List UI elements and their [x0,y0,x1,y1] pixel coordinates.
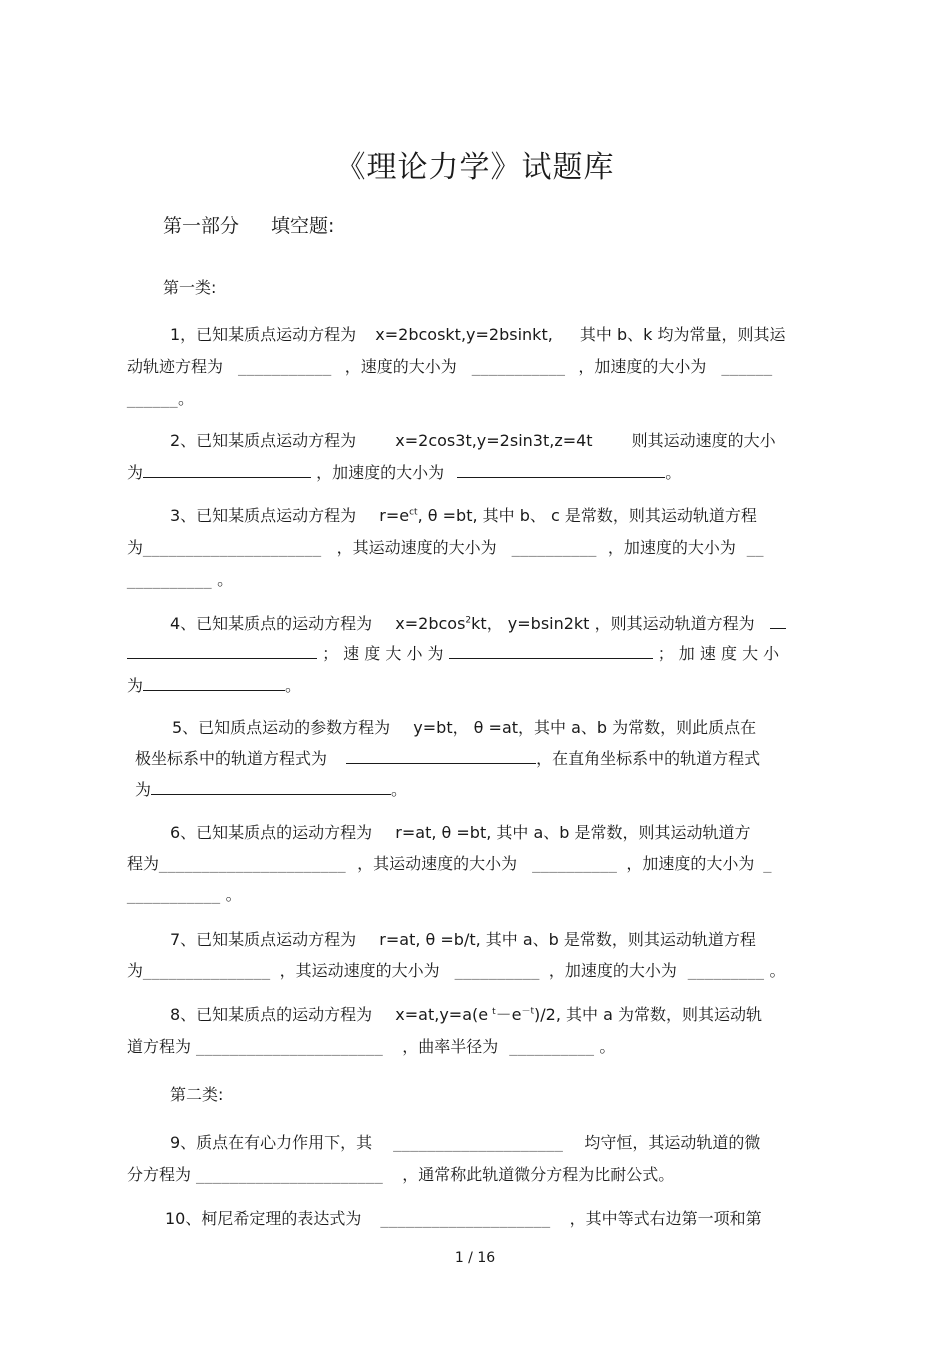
q8-text-f: ，曲率半径为 [402,1037,499,1056]
category-1: 第一类: [163,278,217,297]
q10-text-a: 10、柯尼希定理的表达式为 [165,1209,362,1228]
q7-text-d: ，其运动速度的大小为 [279,961,440,980]
q5-blank-1 [346,749,536,764]
q9-text-d: ，通常称此轨道微分方程为比耐公式。 [402,1165,675,1184]
q1-text-a: 1，已知某质点运动方程为 [170,325,357,344]
q1-blank-3a: ______ [721,357,773,376]
q3-text-e: ，其运动速度的大小为 [336,538,497,557]
q6-blank-2: __________ [532,854,618,873]
q4-blank-3 [143,676,285,691]
q1-end: 。 [178,389,195,408]
q6-blank-3a: _ [763,854,772,873]
q3-blank-2: __________ [511,538,597,557]
q5-text-a: 5、已知质点运动的参数方程为 [172,718,391,737]
category-2: 第二类: [170,1085,224,1104]
q7-text-a: 7、已知某质点运动方程为 [170,930,357,949]
q7-blank-2: __________ [454,961,540,980]
q1-blank-3b: ______ [127,389,178,408]
q5-text-b: y=bt， θ =at，其中 a、b 为常数，则此质点在 [413,718,757,737]
q2-equation: x=2cos3t,y=2sin3t,z=4t [395,431,593,450]
q6-blank-1: ______________________ [159,854,347,873]
q8-text-e: 道方程为 [127,1037,192,1056]
q7-blank-3: _________ [687,961,765,980]
q9-blank-2: ______________________ [196,1165,384,1184]
q6-end: 。 [225,885,242,904]
q3-blank-1: _____________________ [143,538,322,557]
q3-text-f: ，加速度的大小为 [607,538,736,557]
q3-text-d: 为 [127,538,144,557]
q7-blank-1: _______________ [143,961,271,980]
q1-equation: x=2bcoskt,y=2bsinkt, [375,325,553,344]
q9-text-c: 分方程为 [127,1165,192,1184]
q4-blank-1b [127,644,317,659]
q8-eq-sup1: t [492,1006,496,1017]
q4-blank-2 [449,644,653,659]
q7-text-c: 为 [127,961,144,980]
q8-eq-c: )/2, 其中 a 为常数，则其运动轨 [534,1005,762,1024]
section-heading [163,211,366,238]
q4-text-d: ，则其运动轨道方程为 [594,614,755,633]
q6-text-e: ，加速度的大小为 [626,854,755,873]
page-title: 《理论力学》试题库 [335,150,615,185]
q2-text-c: 则其运动速度的大小 [631,431,776,450]
page-total: 16 [477,1250,496,1266]
q6-text-c: 程为 [127,854,160,873]
q8-blank-1: ______________________ [196,1037,384,1056]
q3-end: 。 [217,570,234,589]
q3-text-c: , θ =bt, 其中 b、 c 是常数，则其运动轨道方程 [417,506,757,525]
q8-blank-2: __________ [509,1037,595,1056]
q2-blank-2 [457,463,665,478]
q6-text-d: ，其运动速度的大小为 [357,854,518,873]
q5-text-c: 极坐标系中的轨道方程式为 [135,749,328,768]
q2-blank-1 [143,463,311,478]
q3-eq-base: r=e [379,506,410,525]
q1-blank-2: ___________ [471,357,566,376]
page-current: 1 [454,1250,464,1266]
q4-blank-1a [770,614,786,629]
part-type: 填空题: [271,215,335,237]
q9-text-a: 9、质点在有心力作用下，其 [170,1133,373,1152]
q7-end: 。 [769,961,786,980]
q2-end: 。 [665,463,682,482]
q9-text-b: 均守恒，其运动轨道的微 [584,1133,761,1152]
q8-equation [395,1005,762,1024]
q4-text-g: 为 [127,676,144,695]
q9-blank-1: ____________________ [393,1133,564,1152]
q4-end: 。 [285,676,302,695]
q8-eq-a: x=at,y=a(e [395,1005,489,1024]
q2-text-d: 为 [127,463,144,482]
part-label: 第一部分 [163,215,240,237]
page-indicator [0,1250,950,1266]
q6-text-b: r=at, θ =bt, 其中 a、b 是常数，则其运动轨道方 [395,823,751,842]
q1-text-d: 动轨迹方程为 [127,357,224,376]
q7-text-b: r=at, θ =b/t, 其中 a、b 是常数，则其运动轨道方程 [379,930,756,949]
q10-text-b: ，其中等式右边第一项和第 [569,1209,762,1228]
q1-text-c: 其中 b、k 均为常量，则其运 [579,325,786,344]
q5-text-d: ，在直角坐标系中的轨道方程式 [536,749,761,768]
q1-text-f: ，加速度的大小为 [578,357,707,376]
q8-eq-b: －e [495,1005,522,1024]
q3-text-a: 3、已知某质点运动方程为 [170,506,357,525]
q3-eq-exponent: ct [409,507,418,518]
q4-eq-exponent: 2 [465,615,472,626]
q8-eq-sup2: －t [521,1006,535,1017]
page-separator: / [463,1250,478,1266]
q1-text-e: ，速度的大小为 [344,357,457,376]
q4-text-a: 4、已知某质点的运动方程为 [170,614,373,633]
q2-text-e: ，加速度的大小为 [316,463,445,482]
q5-text-e: 为 [135,780,152,799]
q2-text-a: 2、已知某质点运动方程为 [170,431,357,450]
q1-blank-1: ___________ [238,357,332,376]
q4-text-f: ； 加 速 度 大 小 [657,644,780,663]
q5-end: 。 [391,780,408,799]
q4-eq-b: kt， y=bsin2kt [471,614,590,633]
q7-text-e: ，加速度的大小为 [548,961,677,980]
q4-eq-a: x=2bcos [395,614,466,633]
q8-text-a: 8、已知某质点的运动方程为 [170,1005,373,1024]
q3-blank-3a: __ [746,538,764,557]
q6-text-a: 6、已知某质点的运动方程为 [170,823,373,842]
q3-equation [379,506,417,525]
q3-blank-3b: __________ [127,570,212,589]
q4-equation [395,614,589,633]
q5-blank-2 [151,780,391,795]
q4-text-e: ； 速 度 大 小 为 [322,644,444,663]
q8-end: 。 [599,1037,616,1056]
q6-blank-3b: ___________ [127,885,221,904]
q10-blank-1: ____________________ [380,1209,551,1228]
